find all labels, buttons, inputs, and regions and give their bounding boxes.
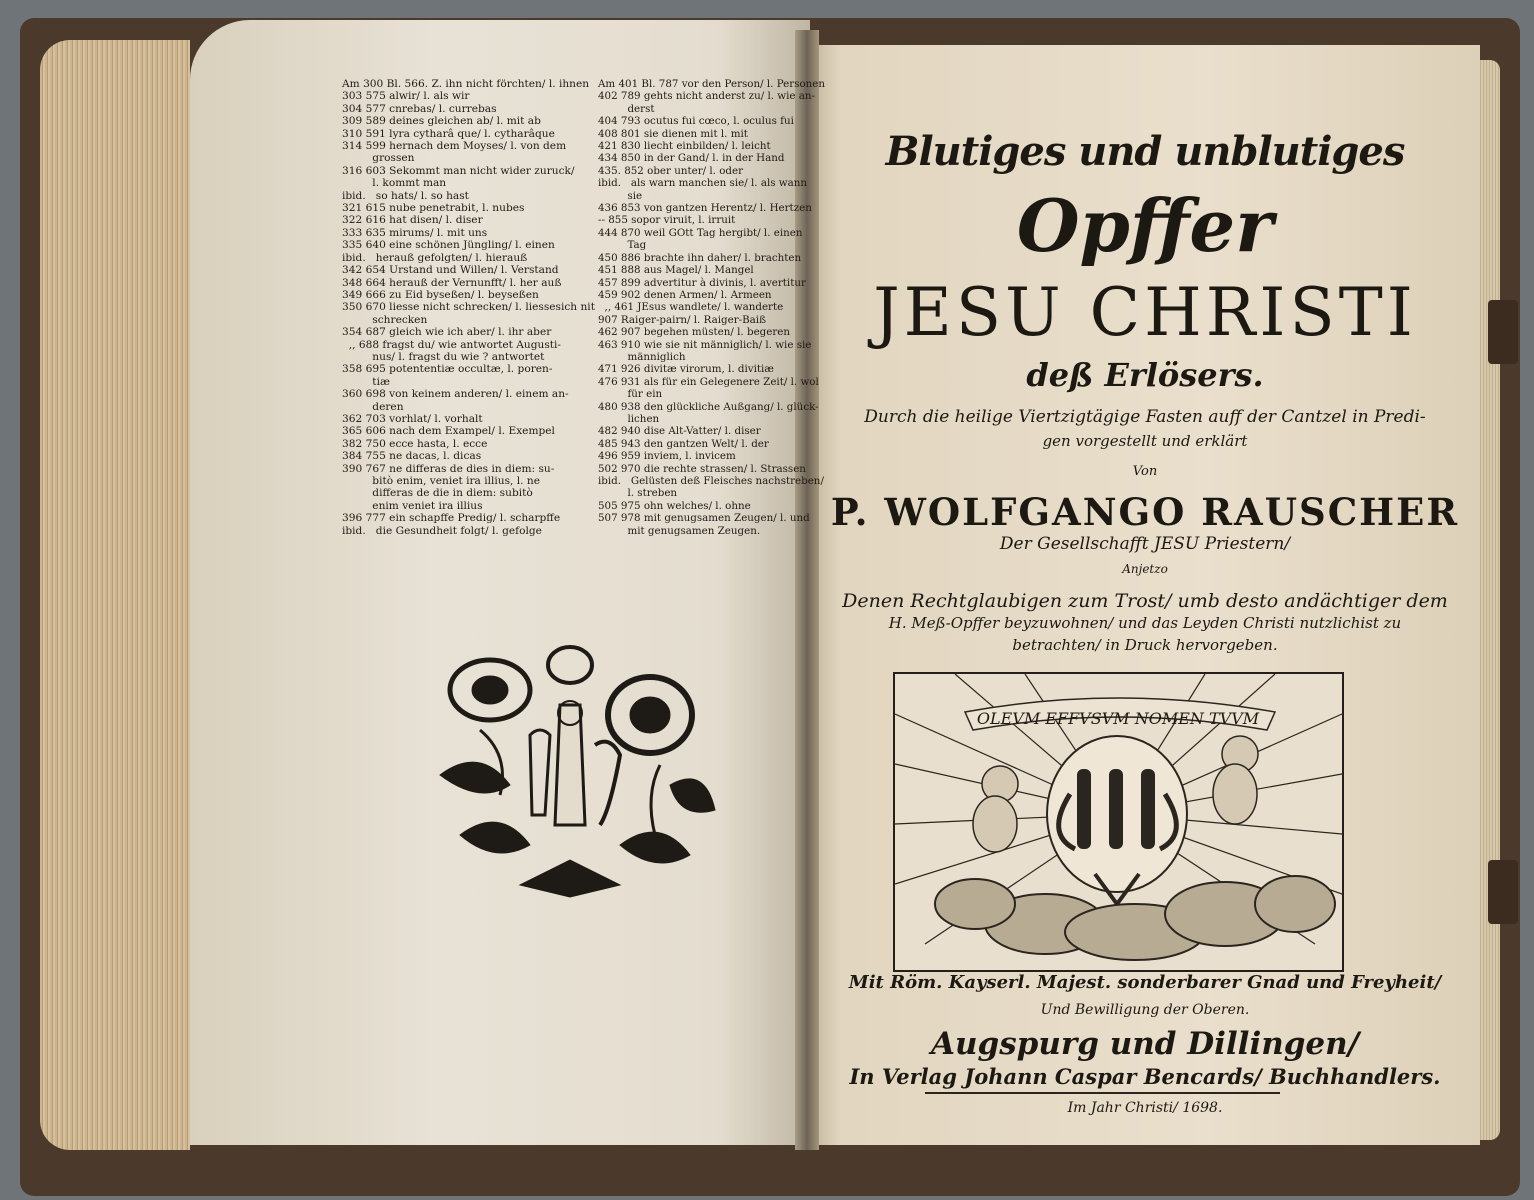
errata-column-right — [598, 78, 825, 537]
title-line-opffer: Opffer — [1016, 183, 1274, 268]
errata-entry: 496 959 inviem, l. invicem — [598, 450, 736, 463]
errata-entry: ibid. die Gesundheit folgt/ l. gefolge — [342, 524, 542, 537]
errata-entry: 436 853 von gantzen Herentz/ l. Hertzen — [598, 202, 812, 215]
title-line-erloesers: deß Erlösers. — [1026, 356, 1264, 394]
author-name: P. WOLFGANGO RAUSCHER — [830, 490, 1460, 534]
author-affiliation: Der Gesellschafft JESU Priestern/ — [999, 534, 1291, 554]
errata-entry: 459 902 denen Armen/ l. Armeen — [598, 288, 772, 301]
errata-entry: 360 698 von keinem anderen/ l. einem an- — [342, 388, 569, 401]
privilege-line: Mit Röm. Kayserl. Majest. sonderbarer Gnad und Freyheit/ — [848, 972, 1442, 993]
errata-entry: 485 943 den gantzen Welt/ l. der — [598, 437, 769, 450]
imprint-rule — [925, 1092, 1280, 1094]
errata-entry: l. kommt man — [342, 177, 447, 190]
errata-entry: 348 664 herauß der Vernunfft/ l. her auß — [342, 276, 562, 289]
errata-entry: 435. 852 ober unter/ l. oder — [598, 164, 744, 177]
errata-entry: für ein — [598, 388, 663, 401]
errata-entry: nus/ l. fragst du wie ? antwortet — [342, 350, 545, 363]
errata-entry: 349 666 zu Eid byseßen/ l. beyseßen — [342, 288, 539, 301]
errata-entry: differas de die in diem: subitò — [342, 487, 533, 500]
errata-entry: l. streben — [598, 487, 678, 500]
errata-entry: 450 886 brachte ihn daher/ l. brachten — [598, 251, 802, 264]
errata-entry: 907 Raiger-pairn/ l. Raiger-Baiß — [598, 313, 766, 326]
errata-entry: 362 703 vorhlat/ l. vorhalt — [342, 412, 483, 425]
errata-entry: -- 855 sopor viruit, l. irruit — [598, 214, 736, 227]
errata-entry: Am 300 Bl. 566. Z. ihn nicht förchten/ l. ihnen — [342, 78, 590, 90]
errata-entry: 396 777 ein schapffe Predig/ l. scharpffe — [342, 512, 561, 525]
book-clasp-lower — [1488, 860, 1518, 924]
errata-entry: deren — [342, 400, 404, 413]
errata-entry: 322 616 hat disen/ l. diser — [342, 214, 483, 227]
subtitle-line-2: gen vorgestellt und erklärt — [1042, 432, 1248, 450]
errata-entry: ibid. herauß gefolgten/ l. hierauß — [342, 251, 528, 264]
errata-entry: 434 850 in der Gand/ l. in der Hand — [598, 152, 785, 165]
imprint-year: Im Jahr Christi/ 1698. — [1067, 1100, 1223, 1116]
imprint-place: Augspurg und Dillingen/ — [930, 1026, 1360, 1062]
errata-entry: 404 793 ocutus fui cœco, l. oculus fui — [598, 115, 794, 128]
errata-entry: 310 591 lyra cytharâ que/ l. cytharâque — [342, 127, 555, 140]
title-line-blutiges: Blutiges und unblutiges — [885, 128, 1405, 175]
errata-entry: sie — [598, 189, 643, 202]
floral-woodcut-ornament — [420, 635, 720, 910]
errata-entry: 451 888 aus Magel/ l. Mangel — [598, 264, 754, 277]
errata-entry: 471 926 divitæ virorum, l. divitiæ — [598, 363, 774, 376]
errata-entry: ibid. so hats/ l. so hast — [342, 189, 469, 202]
errata-entry: ,, 688 fragst du/ wie antwortet Augusti- — [342, 338, 561, 351]
errata-entry: schrecken — [342, 313, 428, 326]
dedication-line-2: H. Meß-Opffer beyzuwohnen/ und das Leyden Christi nutzlichist zu — [888, 614, 1402, 632]
errata-entry: 444 870 weil GOtt Tag hergibt/ l. einen — [598, 226, 803, 239]
errata-entry: 505 975 ohn welches/ l. ohne — [598, 499, 751, 512]
errata-entry: 408 801 sie dienen mit l. mit — [598, 127, 748, 140]
errata-entry: ibid. als warn manchen sie/ l. als wann — [598, 177, 808, 190]
errata-entry: 358 695 potententiæ occultæ, l. poren- — [342, 363, 553, 376]
errata-entry: Tag — [598, 239, 647, 252]
errata-entry: 354 687 gleich wie ich aber/ l. ihr aber — [342, 326, 552, 339]
errata-entry: 314 599 hernach dem Moyses/ l. von dem — [342, 140, 567, 153]
engraving-drawing — [895, 674, 1342, 970]
errata-entry: 462 907 begehen müsten/ l. begeren — [598, 326, 790, 339]
imprint-publisher: In Verlag Johann Caspar Bencards/ Buchhandlers. — [849, 1064, 1441, 1089]
anjetzo-label: Anjetzo — [1122, 562, 1168, 576]
errata-entry: bitò enim, veniet ira illius, l. ne — [342, 475, 540, 487]
errata-entry: 382 750 ecce hasta, l. ecce — [342, 437, 488, 450]
errata-entry: männiglich — [598, 350, 686, 363]
subtitle-line-1: Durch die heilige Viertzigtägige Fasten auff der Cantzel in Predi- — [864, 407, 1426, 427]
errata-entry: 335 640 eine schönen Jüngling/ l. einen — [342, 239, 555, 252]
author-von: Von — [1132, 464, 1158, 479]
errata-entry: 476 931 als für ein Gelegenere Zeit/ l. wol — [598, 375, 819, 388]
errata-column-left — [342, 78, 595, 537]
errata-entry: mit genugsamen Zeugen. — [598, 524, 761, 537]
errata-entry: grossen — [342, 152, 415, 165]
title-engraving — [893, 672, 1344, 972]
dedication-line-1: Denen Rechtglaubigen zum Trost/ umb desto andächtiger dem — [842, 590, 1448, 612]
errata-entry: 507 978 mit genugsamen Zeugen/ l. und — [598, 512, 810, 525]
title-line-jesu-christi: JESU CHRISTI — [873, 274, 1417, 351]
errata-entry: 350 670 liesse nicht schrecken/ l. liessesich nit — [342, 301, 595, 314]
errata-entry: lichen — [598, 412, 660, 425]
errata-entry: 463 910 wie sie nit männiglich/ l. wie sie — [598, 338, 812, 351]
errata-entry: 321 615 nube penetrabit, l. nubes — [342, 202, 525, 215]
errata-entry: 309 589 deines gleichen ab/ l. mit ab — [342, 115, 541, 128]
errata-entry: 402 789 gehts nicht anderst zu/ l. wie an- — [598, 90, 816, 103]
errata-entry: 421 830 liecht einbilden/ l. leicht — [598, 140, 771, 153]
errata-entry: 316 603 Sekommt man nicht wider zuruck/ — [342, 164, 575, 177]
errata-entry: Am 401 Bl. 787 vor den Person/ l. Personen — [598, 78, 826, 90]
errata-entry: enim veniet ira illius — [342, 499, 483, 512]
errata-entry: 333 635 mirums/ l. mit uns — [342, 226, 488, 239]
errata-entry: 502 970 die rechte strassen/ l. Strassen — [598, 462, 806, 475]
errata-entry: 342 654 Urstand und Willen/ l. Verstand — [342, 264, 559, 277]
errata-entry: derst — [598, 102, 655, 115]
errata-entry: ,, 461 JEsus wandlete/ l. wanderte — [598, 301, 784, 314]
errata-entry: 482 940 dise Alt-Vatter/ l. diser — [598, 425, 761, 438]
errata-entry: 384 755 ne dacas, l. dicas — [342, 450, 482, 463]
errata-entry: 303 575 alwir/ l. als wir — [342, 90, 470, 103]
errata-entry: 365 606 nach dem Exampel/ l. Exempel — [342, 425, 555, 438]
errata-entry: 390 767 ne differas de dies in diem: su- — [342, 462, 555, 475]
page-edges-left — [40, 40, 190, 1150]
dedication-line-3: betrachten/ in Druck hervorgeben. — [1012, 636, 1278, 654]
errata-entry: ibid. Gelüsten deß Fleisches nachstreben/ — [598, 475, 824, 487]
approval-line: Und Bewilligung der Oberen. — [1040, 1002, 1250, 1018]
errata-entry: 457 899 advertitur à divinis, l. avertitur — [598, 276, 806, 289]
engraving-banner-text: OLEVM EFFVSVM NOMEN TVVM — [976, 709, 1260, 728]
book-clasp-upper — [1488, 300, 1518, 364]
errata-entry: 304 577 cnrebas/ l. currebas — [342, 102, 497, 115]
errata-entry: 480 938 den glückliche Außgang/ l. glück- — [598, 400, 819, 413]
errata-entry: tiæ — [342, 375, 390, 388]
